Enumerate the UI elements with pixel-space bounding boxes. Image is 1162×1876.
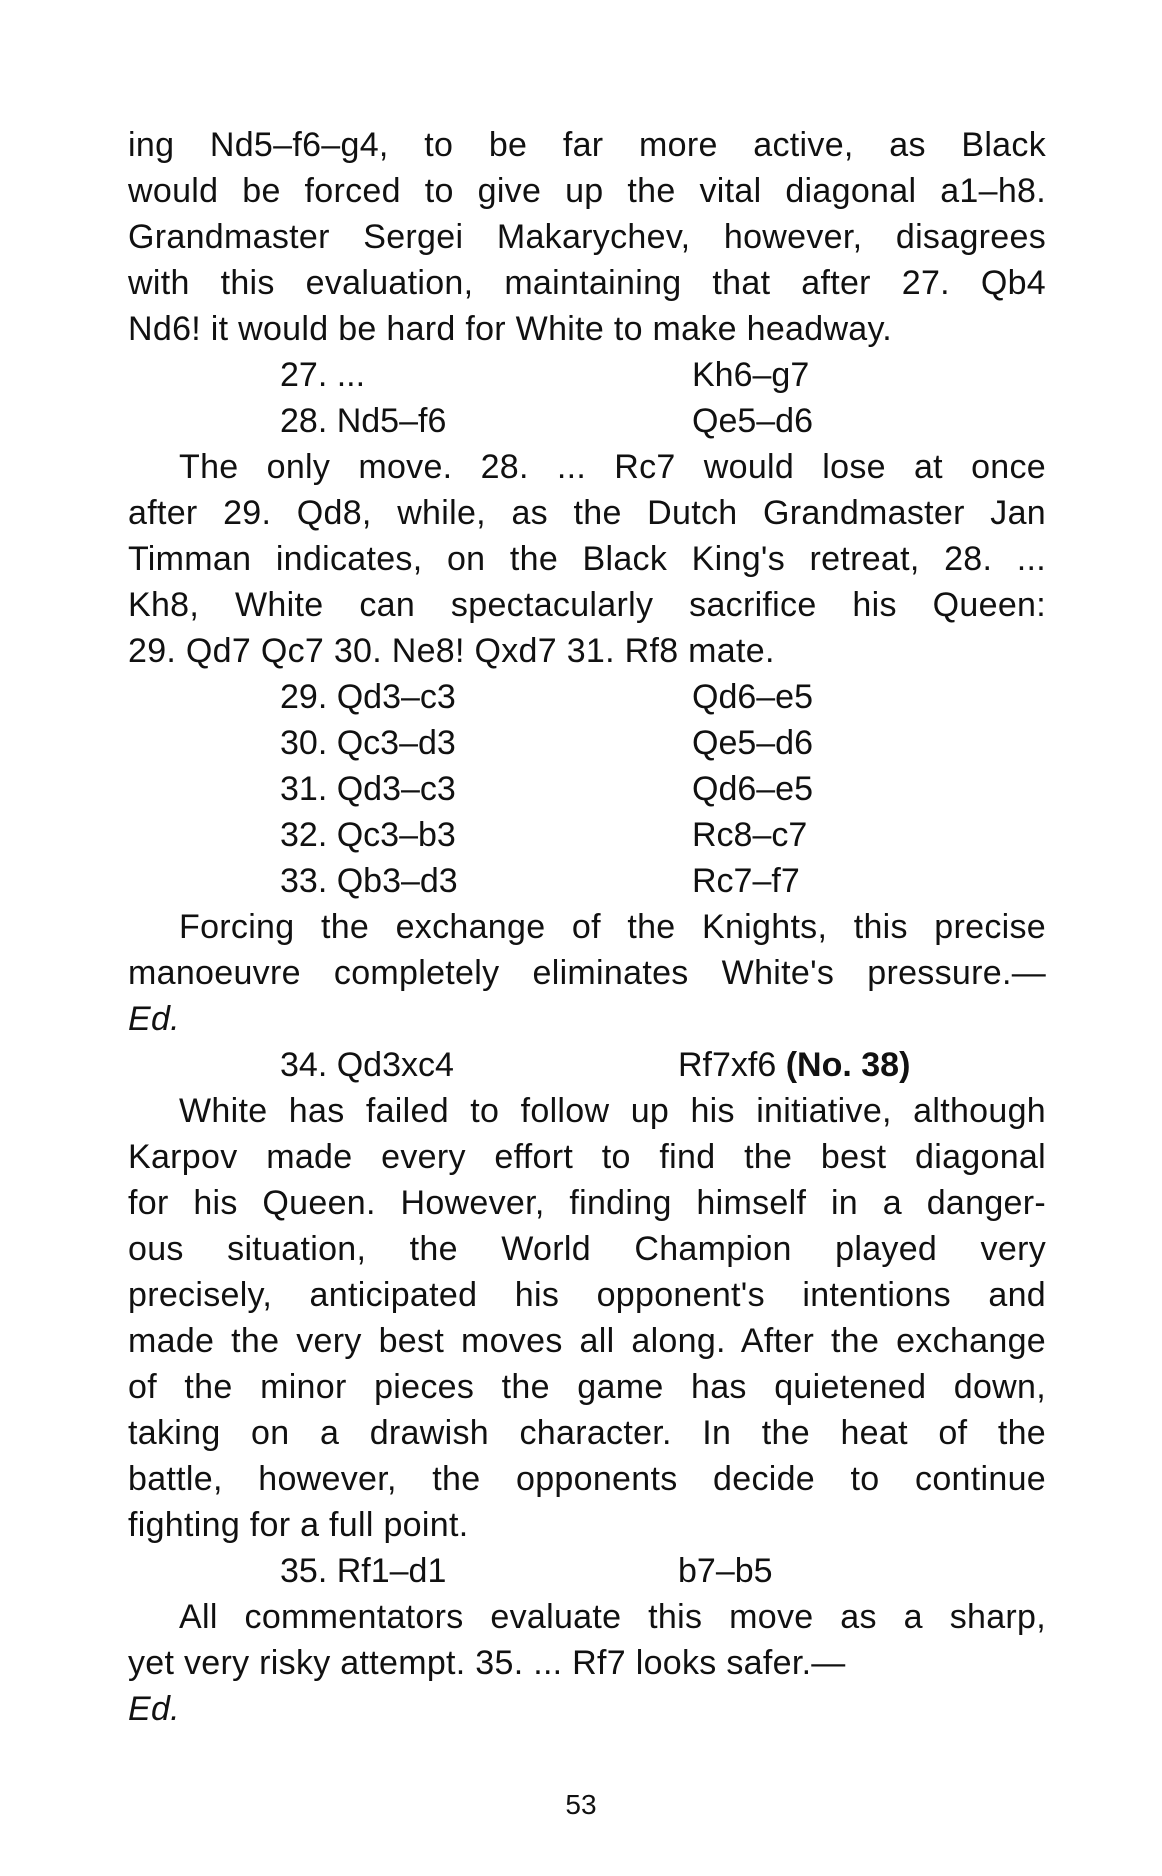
- text-line: Timman indicates, on the Black King's retreat, 28. ...: [128, 540, 1046, 578]
- text-line: with this evaluation, maintaining that after 27. Qb4: [128, 264, 1046, 302]
- white-move: 30. Qc3–d3: [280, 724, 456, 762]
- white-move: 34. Qd3xc4: [280, 1046, 454, 1084]
- black-move: Rc7–f7: [692, 862, 800, 900]
- text-line: manoeuvre completely eliminates White's pressure.—: [128, 954, 1046, 992]
- black-move: b7–b5: [678, 1552, 773, 1590]
- paragraph-opening: [128, 122, 1046, 352]
- move-row-28: [280, 398, 980, 444]
- white-move: 31. Qd3–c3: [280, 770, 456, 808]
- diagram-reference: (No. 38): [785, 1046, 911, 1084]
- text-line: battle, however, the opponents decide to continue: [128, 1460, 1046, 1498]
- move-row-31: [280, 766, 980, 812]
- move-list-35: [280, 1548, 980, 1594]
- move-row-35: [280, 1548, 980, 1594]
- move-list-34: [280, 1042, 980, 1088]
- text-line: Karpov made every effort to find the best diagonal: [128, 1138, 1046, 1176]
- text-line: All commentators evaluate this move as a sharp,: [179, 1598, 1046, 1636]
- text-line: fighting for a full point.: [128, 1506, 469, 1544]
- paragraph-comment-33: [128, 904, 1046, 1042]
- text-line: after 29. Qd8, while, as the Dutch Grandmaster Jan: [128, 494, 1046, 532]
- move-list-29-33: [280, 674, 980, 904]
- text-line-main: yet very risky attempt. 35. ... Rf7 looks safer.—: [128, 1644, 846, 1682]
- text-line: ous situation, the World Champion played very: [128, 1230, 1046, 1268]
- text-line: for his Queen. However, finding himself in a danger-: [128, 1184, 1046, 1222]
- black-move: [678, 1042, 910, 1088]
- white-move: 35. Rf1–d1: [280, 1552, 447, 1590]
- white-move: 28. Nd5–f6: [280, 402, 447, 440]
- text-line: made the very best moves all along. After the exchange: [128, 1322, 1046, 1360]
- black-move: Qe5–d6: [692, 402, 813, 440]
- move-row-34: [280, 1042, 980, 1088]
- white-move: 32. Qc3–b3: [280, 816, 456, 854]
- move-row-27: [280, 352, 980, 398]
- white-move: 29. Qd3–c3: [280, 678, 456, 716]
- text-line: 29. Qd7 Qc7 30. Ne8! Qxd7 31. Rf8 mate.: [128, 632, 775, 670]
- black-move: Qd6–e5: [692, 678, 813, 716]
- black-move: Qe5–d6: [692, 724, 813, 762]
- text-line: would be forced to give up the vital diagonal a1–h8.: [128, 172, 1046, 210]
- page-number: 53: [565, 1789, 597, 1820]
- move-list-27-28: [280, 352, 980, 444]
- text-line: precisely, anticipated his opponent's intentions and: [128, 1276, 1046, 1314]
- black-move: Qd6–e5: [692, 770, 813, 808]
- editor-note: Ed.: [128, 1000, 180, 1038]
- text-line: [128, 1640, 1046, 1732]
- black-move-text: Rf7xf6: [678, 1046, 777, 1084]
- white-move: 33. Qb3–d3: [280, 862, 458, 900]
- text-line: taking on a drawish character. In the heat of the: [128, 1414, 1046, 1452]
- move-row-33: [280, 858, 980, 904]
- paragraph-comment-34: [128, 1088, 1046, 1548]
- text-line: ing Nd5–f6–g4, to be far more active, as Black: [128, 126, 1046, 164]
- text-line: of the minor pieces the game has quietened down,: [128, 1368, 1046, 1406]
- white-move: 27. ...: [280, 356, 366, 394]
- text-line: Grandmaster Sergei Makarychev, however, disagrees: [128, 218, 1046, 256]
- text-line: Kh8, White can spectacularly sacrifice his Queen:: [128, 586, 1046, 624]
- black-move: Rc8–c7: [692, 816, 808, 854]
- move-row-29: [280, 674, 980, 720]
- text-line: Nd6! it would be hard for White to make headway.: [128, 310, 893, 348]
- text-line: Forcing the exchange of the Knights, this precise: [179, 908, 1046, 946]
- paragraph-comment-35: [128, 1594, 1046, 1732]
- move-row-30: [280, 720, 980, 766]
- text-line: The only move. 28. ... Rc7 would lose at once: [179, 448, 1046, 486]
- editor-note: Ed.: [128, 1690, 180, 1728]
- black-move: Kh6–g7: [692, 356, 810, 394]
- paragraph-comment-28: [128, 444, 1046, 674]
- text-line: White has failed to follow up his initiative, although: [179, 1092, 1046, 1130]
- move-row-32: [280, 812, 980, 858]
